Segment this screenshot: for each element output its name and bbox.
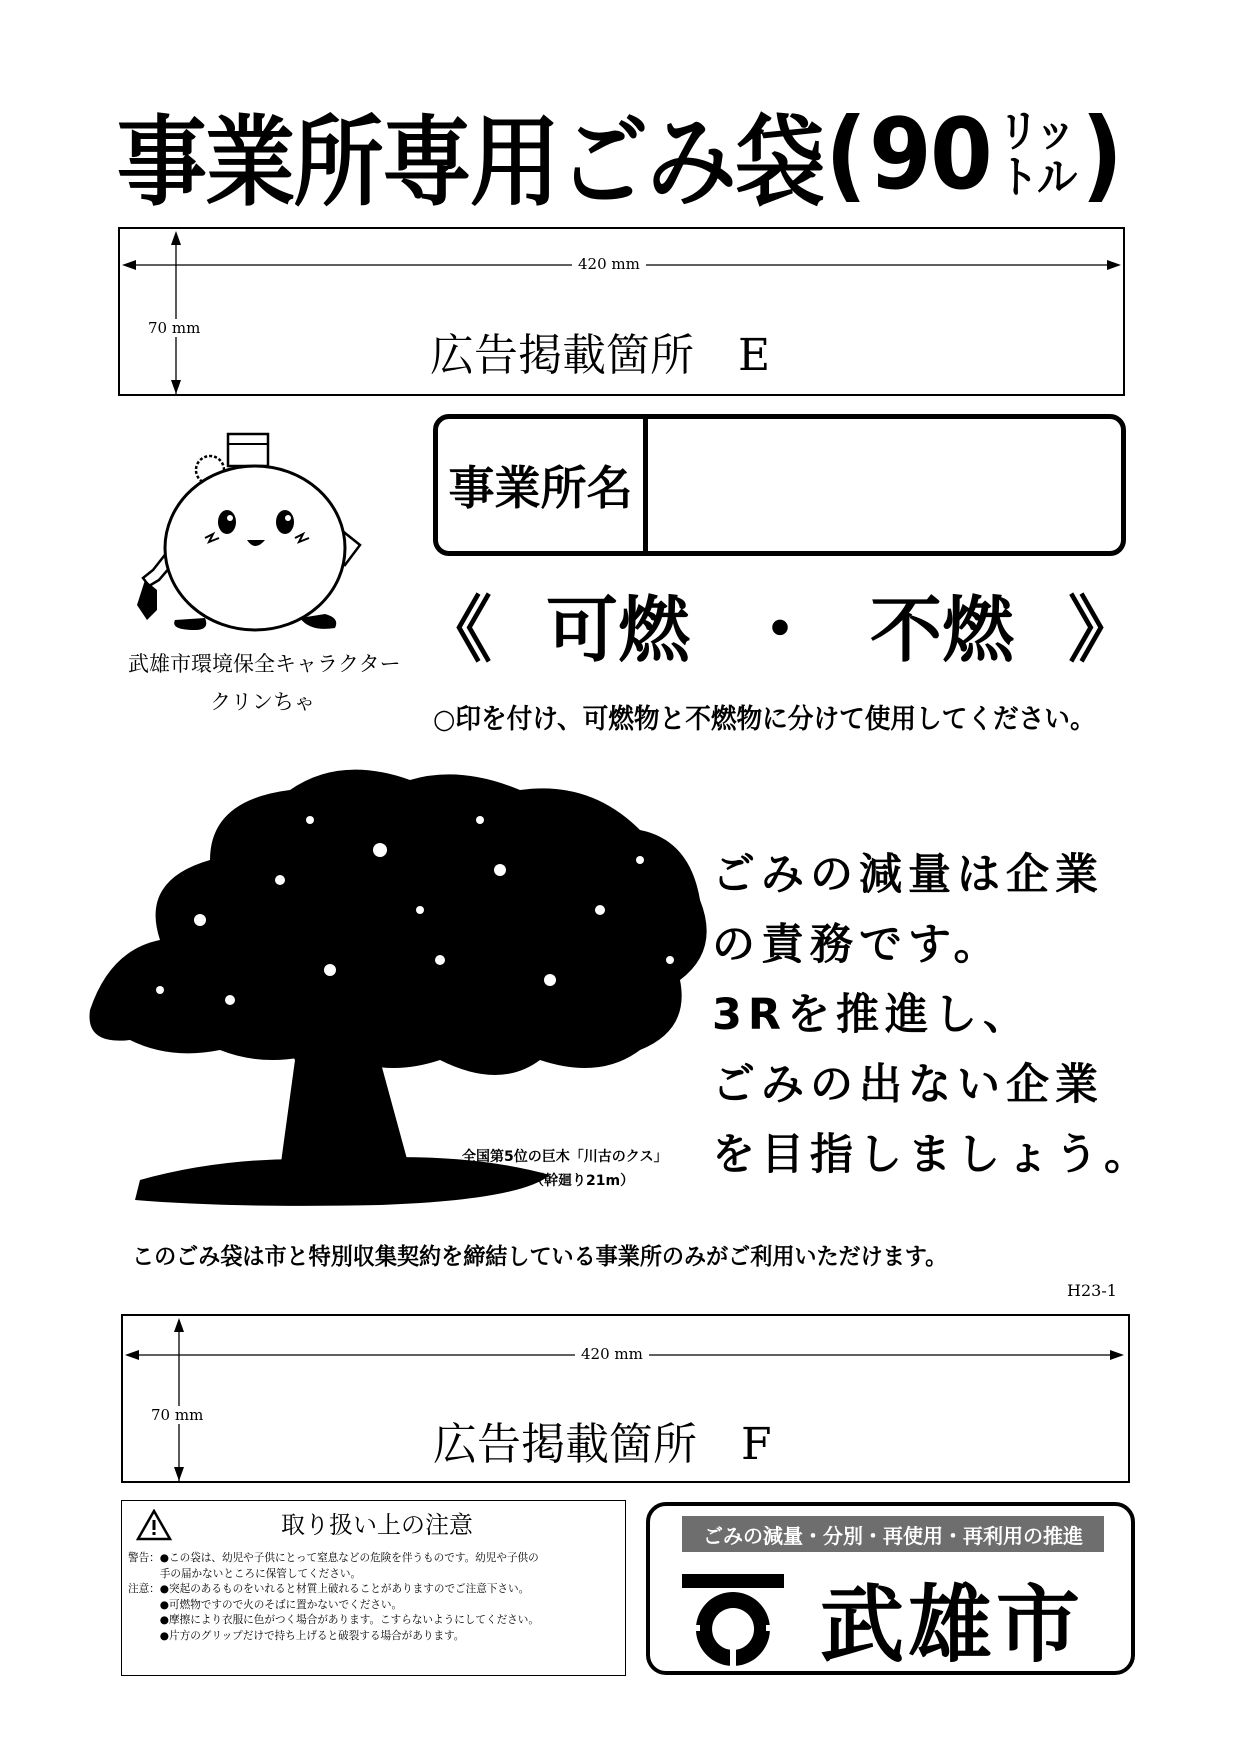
ad-label-f: 広告掲載箇所 F [433, 1419, 772, 1470]
title-unit-top: リッ [998, 105, 1074, 157]
takeo-city-emblem-icon [678, 1570, 788, 1666]
height-dimension: 70 mm [145, 1406, 209, 1424]
title-open-paren: ( [825, 96, 866, 213]
business-name-label: 事業所名 [448, 461, 633, 515]
city-box [646, 1502, 1135, 1675]
city-banner: ごみの減量・分別・再使用・再利用の推進 [682, 1516, 1104, 1552]
option-nonburnable[interactable]: 不燃 [869, 588, 1014, 672]
slogan-line: 3Rを推進し、 [712, 990, 1033, 1040]
bracket-close: 》 [1067, 588, 1140, 672]
page-title [0, 92, 1240, 220]
kurin-cha-character-icon [135, 430, 375, 635]
business-name-box[interactable] [433, 414, 1126, 556]
city-name: 武雄市 [820, 1576, 1085, 1674]
width-dimension: 420 mm [572, 255, 646, 273]
slogan-line: の責務です。 [712, 920, 1003, 970]
bracket-open: 《 [420, 588, 493, 672]
caution-line: 警告：●この袋は、幼児や子供にとって窒息などの危険を伴うものです。幼児や子供の [128, 1552, 539, 1564]
caution-line: ●可燃物ですので火のそばに置かないでください。 [128, 1598, 403, 1611]
ad-label-e: 広告掲載箇所 E [430, 330, 771, 381]
waste-type-selector [420, 574, 1140, 674]
caution-title: 取り扱い上の注意 [281, 1511, 473, 1539]
warning-triangle-icon [136, 1509, 172, 1541]
title-unit-bottom: トル [998, 151, 1076, 203]
caution-line: 注意：●突起のあるものをいれると材質上破れることがありますのでご注意下さい。 [128, 1583, 530, 1595]
character-name: クリンちゃ [210, 690, 315, 714]
usage-notice: このごみ袋は市と特別収集契約を締結している事業所のみがご利用いただけます。 [132, 1244, 948, 1270]
caution-line: ●片方のグリップだけで持ち上げると破裂する場合があります。 [128, 1629, 465, 1642]
character-caption: 武雄市環境保全キャラクター [128, 652, 401, 676]
width-dimension: 420 mm [575, 1345, 649, 1363]
option-burnable[interactable]: 可燃 [545, 588, 690, 672]
height-dimension: 70 mm [142, 319, 206, 337]
title-close-paren: ) [1081, 96, 1122, 213]
ad-space-e [118, 227, 1125, 396]
title-unit [998, 105, 1076, 203]
caution-line: ●摩擦により衣服に色がつく場合があります。こすらないようにしてください。 [128, 1614, 539, 1626]
title-capacity: 90 [869, 97, 991, 212]
slogan-line: ごみの減量は企業 [712, 850, 1104, 900]
business-name-label-cell [438, 419, 648, 551]
slogan-line: ごみの出ない企業 [712, 1060, 1104, 1110]
caution-line: 手の届かないところに保管してください。 [128, 1567, 362, 1580]
tree-caption: 全国第5位の巨木「川古のクス」 [462, 1149, 668, 1165]
instruction-text: ○印を付け、可燃物と不燃物に分けて使用してください。 [433, 704, 1096, 735]
slogan [712, 840, 1153, 1190]
version-code: H23-1 [1067, 1281, 1117, 1300]
caution-box [121, 1500, 626, 1676]
caution-text [128, 1551, 539, 1644]
tree-caption-sub: （幹廻り21m） [530, 1173, 635, 1189]
ad-space-f [121, 1314, 1130, 1483]
separator-dot: ・ [743, 588, 816, 672]
slogan-line: を目指しましょう。 [712, 1130, 1153, 1180]
title-main: 事業所専用ごみ袋 [116, 106, 824, 220]
